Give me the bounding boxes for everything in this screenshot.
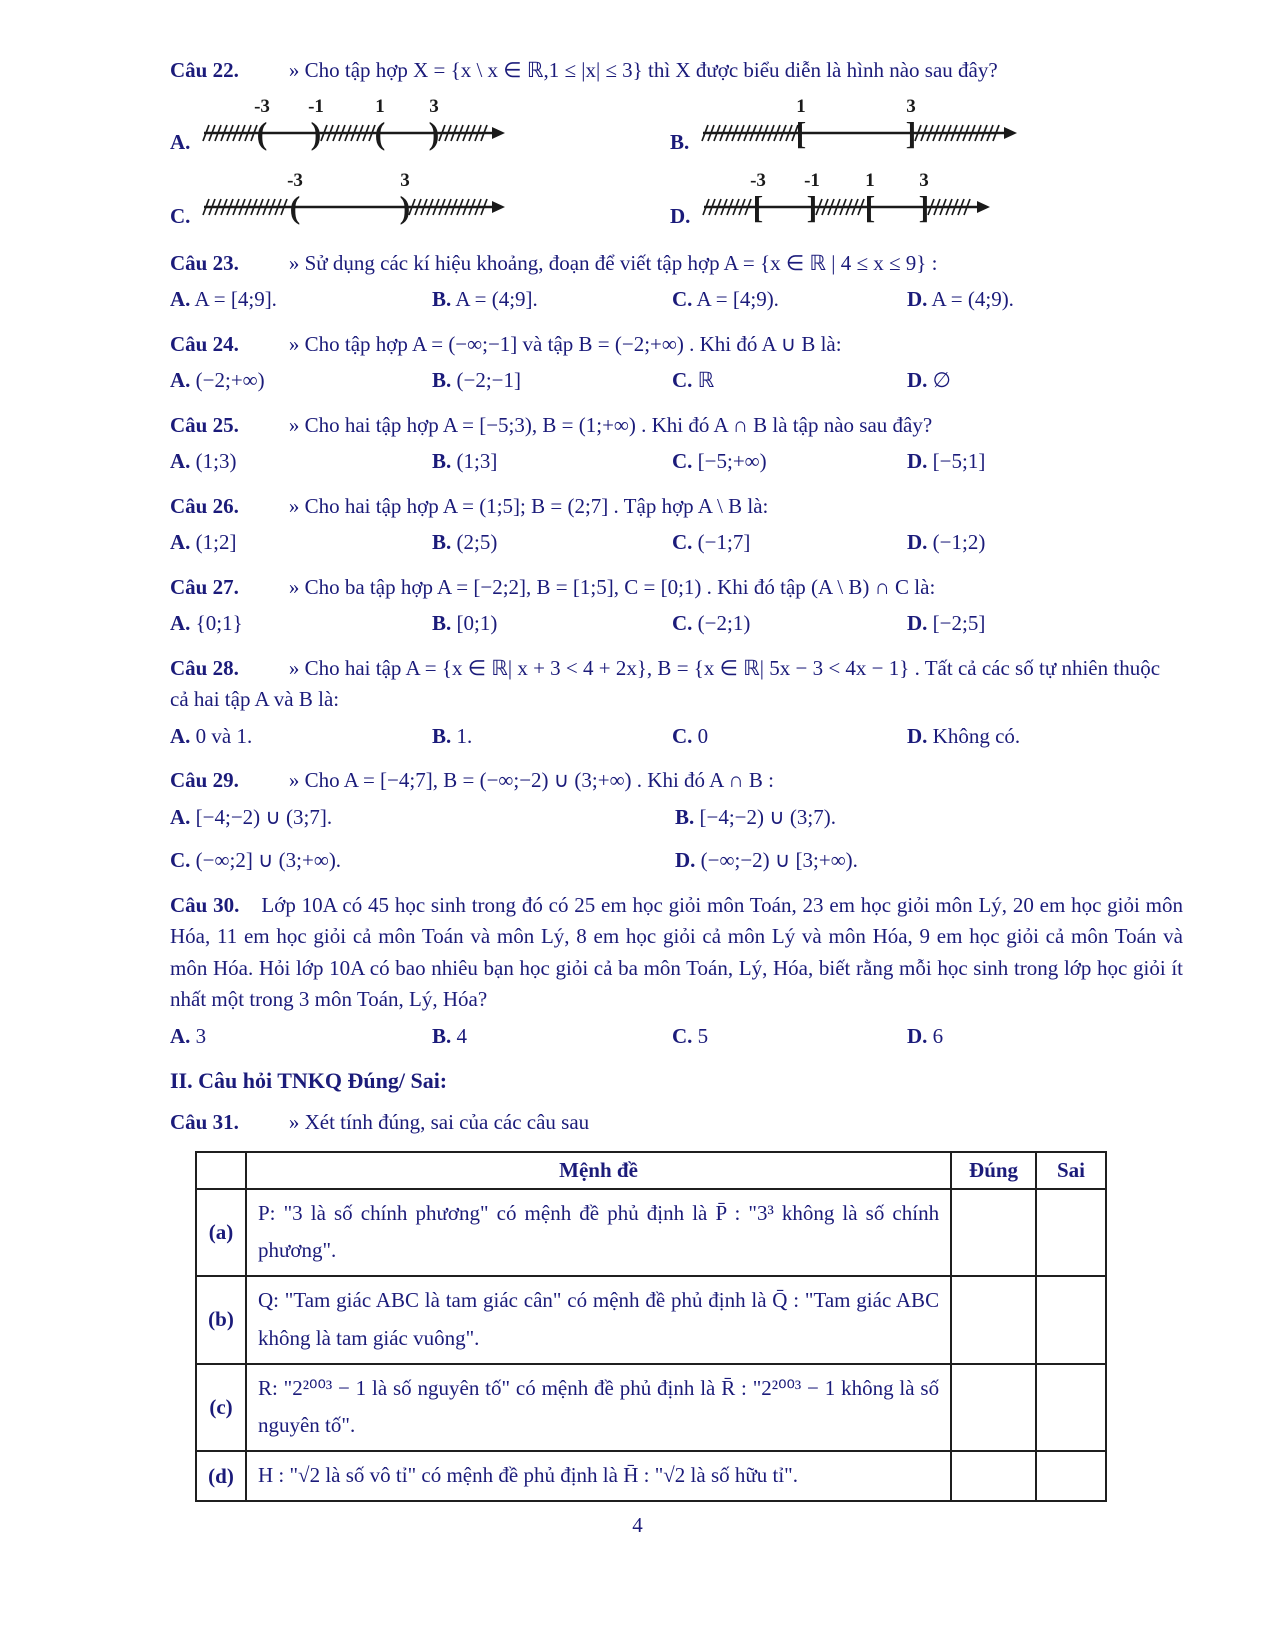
question-24-options — [170, 365, 1183, 397]
option-c-text: (−∞;2] ∪ (3;+∞). — [195, 848, 342, 872]
header-true: Đúng — [951, 1152, 1036, 1189]
row-d-statement: H : "√2 là số vô tỉ" có mệnh đề phủ định là H̄ : "√2 là số hữu tỉ". — [246, 1451, 951, 1501]
figure-row-cd — [170, 167, 1183, 235]
question-28-label: Câu 28. — [170, 655, 239, 680]
question-29-label: Câu 29. — [170, 768, 239, 792]
row-d-true-cell — [951, 1451, 1036, 1501]
option-a-text: A = [4;9]. — [194, 287, 277, 311]
svg-text:[: [ — [795, 114, 807, 151]
option-b-key: B. — [432, 287, 452, 311]
question-23 — [170, 248, 1183, 280]
question-27 — [170, 572, 1183, 604]
option-b-key: B. — [432, 449, 452, 473]
option-d-key: D. — [907, 449, 928, 473]
option-b-text: (1;3] — [456, 449, 498, 473]
svg-text:-1: -1 — [308, 95, 325, 117]
option-c-key: C. — [672, 449, 693, 473]
row-c-false-cell — [1036, 1364, 1106, 1452]
option-d-text: [−5;1] — [932, 449, 986, 473]
option-d — [907, 608, 1183, 640]
figure-b — [670, 93, 1019, 161]
option-c — [672, 527, 907, 559]
row-b-false-cell — [1036, 1276, 1106, 1364]
figure-d-key: D. — [670, 203, 691, 228]
question-31 — [170, 1107, 1183, 1139]
question-22-label: Câu 22. — [170, 58, 239, 82]
option-a-key: A. — [170, 723, 191, 748]
svg-text:[: [ — [865, 188, 876, 225]
row-c-true-cell — [951, 1364, 1036, 1452]
question-28 — [170, 653, 1183, 716]
option-d-key: D. — [907, 368, 928, 392]
question-29-text: » Cho A = [−4;7], B = (−∞;−2) ∪ (3;+∞) . Khi đó A ∩ B : — [288, 768, 774, 792]
option-b-text: [−4;−2) ∪ (3;7). — [699, 804, 836, 829]
option-b — [432, 284, 672, 316]
option-d — [907, 284, 1183, 316]
option-b-text: (2;5) — [456, 530, 498, 554]
option-a — [170, 802, 675, 834]
question-31-text: » Xét tính đúng, sai của các câu sau — [288, 1110, 590, 1134]
option-c-text: 5 — [697, 1023, 709, 1048]
number-line-a — [202, 93, 507, 161]
section-2-heading: II. Câu hỏi TNKQ Đúng/ Sai: — [170, 1068, 448, 1093]
option-a — [170, 721, 432, 753]
option-b-key: B. — [432, 1023, 452, 1048]
option-c-text: ℝ — [697, 368, 715, 392]
option-d-text: (−∞;−2) ∪ [3;+∞). — [700, 848, 858, 872]
svg-text:3: 3 — [919, 169, 930, 191]
question-29-options-row-1 — [170, 802, 1183, 834]
option-b — [432, 608, 672, 640]
option-d-key: D. — [907, 611, 928, 635]
question-23-text: » Sử dụng các kí hiệu khoảng, đoạn để viết tập hợp A = {x ∈ ℝ | 4 ≤ x ≤ 9} : — [288, 250, 938, 275]
question-31-label: Câu 31. — [170, 1110, 239, 1134]
row-a-false-cell — [1036, 1189, 1106, 1277]
option-b-key: B. — [432, 723, 452, 748]
option-d — [907, 1021, 1183, 1053]
question-28-text: » Cho hai tập A = {x ∈ ℝ| x + 3 < 4 + 2x}, B = {x ∈ ℝ| 5x − 3 < 4x − 1} . Tất cả các số tự nhiên thuộc cả hai tập A và B là: — [170, 655, 1161, 711]
option-b — [675, 802, 1180, 834]
row-d-letter: (d) — [196, 1451, 246, 1501]
option-b — [432, 527, 672, 559]
question-22 — [170, 55, 1183, 87]
figure-c-key: C. — [170, 203, 191, 228]
svg-text:(: ( — [375, 114, 386, 151]
number-line-svg — [701, 93, 1019, 155]
option-d-text: 6 — [932, 1023, 944, 1048]
option-c — [672, 721, 907, 753]
row-b-letter: (b) — [196, 1276, 246, 1364]
row-a-true-cell — [951, 1189, 1036, 1277]
svg-text:3: 3 — [400, 169, 411, 191]
number-line-svg — [202, 93, 507, 155]
question-27-text: » Cho ba tập hợp A = [−2;2], B = [1;5], C = [0;1) . Khi đó tập (A \ B) ∩ C là: — [288, 574, 936, 599]
option-d-key: D. — [675, 848, 696, 872]
number-line-d — [702, 167, 992, 235]
number-line-svg — [702, 167, 992, 229]
svg-text:(: ( — [290, 188, 301, 225]
figure-c — [170, 167, 670, 235]
option-b-key: B. — [432, 530, 452, 554]
svg-text:[: [ — [753, 188, 764, 225]
option-a — [170, 284, 432, 316]
question-26 — [170, 491, 1183, 523]
svg-text:]: ] — [919, 188, 930, 225]
option-b-text: 4 — [456, 1023, 468, 1048]
row-c-statement: R: "2²⁰⁰³ − 1 là số nguyên tố" có mệnh đề phủ định là R̄ : "2²⁰⁰³ − 1 không là số nguyên tố". — [246, 1364, 951, 1452]
svg-text:]: ] — [807, 188, 818, 225]
question-24 — [170, 329, 1183, 361]
option-a-text: (1;2] — [195, 530, 237, 554]
question-23-label: Câu 23. — [170, 250, 239, 275]
option-d — [907, 527, 1183, 559]
option-a — [170, 608, 432, 640]
option-a-key: A. — [170, 611, 191, 635]
option-a — [170, 446, 432, 478]
table-header-row — [196, 1152, 1106, 1189]
question-29-options-row-2 — [170, 845, 1183, 877]
option-a — [170, 365, 432, 397]
option-c — [672, 284, 907, 316]
option-c-key: C. — [170, 848, 191, 872]
question-23-options — [170, 284, 1183, 316]
question-26-label: Câu 26. — [170, 493, 239, 518]
option-c — [672, 446, 907, 478]
option-c — [170, 845, 675, 877]
question-25-label: Câu 25. — [170, 412, 239, 437]
svg-text:1: 1 — [865, 169, 876, 191]
svg-text:): ) — [311, 114, 322, 151]
number-line-svg — [202, 167, 507, 229]
question-30-label: Câu 30. — [170, 892, 240, 917]
row-b-statement: Q: "Tam giác ABC là tam giác cân" có mệnh đề phủ định là Q̄ : "Tam giác ABC không là tam giác vuông". — [246, 1276, 951, 1364]
option-b-text: [0;1) — [456, 611, 498, 635]
option-b-text: 1. — [456, 723, 473, 748]
table-row-a — [196, 1189, 1106, 1277]
option-c-key: C. — [672, 723, 693, 748]
question-26-text: » Cho hai tập hợp A = (1;5]; B = (2;7] . Tập hợp A \ B là: — [288, 493, 769, 518]
figure-a-key: A. — [170, 129, 191, 154]
svg-text:1: 1 — [796, 95, 807, 117]
svg-text:3: 3 — [429, 95, 440, 117]
row-d-false-cell — [1036, 1451, 1106, 1501]
svg-text:(: ( — [257, 114, 268, 151]
option-a — [170, 1021, 432, 1053]
row-c-letter: (c) — [196, 1364, 246, 1452]
option-d-text: (−1;2) — [932, 530, 986, 554]
question-30-text: Lớp 10A có 45 học sinh trong đó có 25 em học giỏi môn Toán, 23 em học giỏi môn Lý, 20 em học giỏi môn Hóa, 11 em học giỏi cả môn Toán và môn Lý, 8 em học giỏi cả môn Lý và môn Hóa, 9 em học giỏi cả môn Toán và môn Hóa. Hỏi lớp 10A có bao nhiêu bạn học giỏi cả ba môn Toán, Lý, Hóa, biết rằng mỗi học sinh trong lớp học giỏi ít nhất một trong 3 môn Toán, Lý, Hóa? — [170, 892, 1183, 1011]
number-line-c — [202, 167, 507, 235]
header-empty-cell — [196, 1152, 246, 1189]
option-a-text: (−2;+∞) — [195, 368, 265, 392]
svg-text:3: 3 — [906, 95, 917, 117]
svg-text:-3: -3 — [254, 95, 271, 117]
figure-b-key: B. — [670, 129, 690, 154]
option-b — [432, 446, 672, 478]
figure-row-ab — [170, 93, 1183, 161]
question-27-label: Câu 27. — [170, 574, 239, 599]
option-a — [170, 527, 432, 559]
svg-text:-1: -1 — [804, 169, 821, 191]
question-26-options — [170, 527, 1183, 559]
option-b-text: A = (4;9]. — [455, 287, 538, 311]
option-c — [672, 608, 907, 640]
question-25-text: » Cho hai tập hợp A = [−5;3), B = (1;+∞) . Khi đó A ∩ B là tập nào sau đây? — [288, 412, 933, 437]
row-b-true-cell — [951, 1276, 1036, 1364]
option-a-text: (1;3) — [195, 449, 237, 473]
figure-d — [670, 167, 992, 235]
option-a-text: 0 và 1. — [195, 723, 253, 748]
question-22-text: » Cho tập hợp X = {x \ x ∈ ℝ,1 ≤ |x| ≤ 3} thì X được biểu diễn là hình nào sau đây? — [288, 58, 998, 82]
option-c-key: C. — [672, 611, 693, 635]
option-b — [432, 721, 672, 753]
option-b-text: (−2;−1] — [456, 368, 522, 392]
table-row-d — [196, 1451, 1106, 1501]
option-d — [907, 446, 1183, 478]
option-b — [432, 1021, 672, 1053]
true-false-table — [195, 1151, 1107, 1503]
svg-text:-3: -3 — [750, 169, 767, 191]
option-d-text: A = (4;9). — [931, 287, 1014, 311]
option-a-text: 3 — [195, 1023, 207, 1048]
option-d-text: ∅ — [932, 368, 951, 392]
option-a-key: A. — [170, 287, 191, 311]
option-c-text: (−1;7] — [697, 530, 751, 554]
header-statement: Mệnh đề — [246, 1152, 951, 1189]
question-29 — [170, 765, 1183, 797]
option-d-key: D. — [907, 287, 928, 311]
option-a-key: A. — [170, 530, 191, 554]
table-row-b — [196, 1276, 1106, 1364]
number-line-b — [701, 93, 1019, 161]
row-a-statement: P: "3 là số chính phương" có mệnh đề phủ định là P̄ : "3³ không là số chính phương". — [246, 1189, 951, 1277]
option-c-key: C. — [672, 287, 693, 311]
svg-text:-3: -3 — [287, 169, 304, 191]
option-d-text: Không có. — [932, 723, 1021, 748]
row-a-letter: (a) — [196, 1189, 246, 1277]
option-d — [907, 365, 1183, 397]
option-b — [432, 365, 672, 397]
svg-text:1: 1 — [375, 95, 386, 117]
option-b-key: B. — [432, 611, 452, 635]
question-30 — [170, 890, 1183, 1016]
question-30-options — [170, 1021, 1183, 1053]
option-c-text: [−5;+∞) — [697, 449, 767, 473]
option-c-key: C. — [672, 530, 693, 554]
table-row-c — [196, 1364, 1106, 1452]
option-d — [907, 721, 1183, 753]
option-c-text: (−2;1) — [697, 611, 751, 635]
option-d-text: [−2;5] — [932, 611, 986, 635]
option-c-text: 0 — [697, 723, 709, 748]
option-a-key: A. — [170, 1023, 191, 1048]
option-c-key: C. — [672, 1023, 693, 1048]
question-28-options — [170, 721, 1183, 753]
option-c-key: C. — [672, 368, 693, 392]
option-a-key: A. — [170, 368, 191, 392]
question-25 — [170, 410, 1183, 442]
svg-text:): ) — [429, 114, 440, 151]
header-false: Sai — [1036, 1152, 1106, 1189]
question-27-options — [170, 608, 1183, 640]
page-number: 4 — [632, 1513, 643, 1537]
option-d-key: D. — [907, 1023, 928, 1048]
option-b-key: B. — [675, 804, 695, 829]
option-a-key: A. — [170, 449, 191, 473]
question-24-text: » Cho tập hợp A = (−∞;−1] và tập B = (−2;+∞) . Khi đó A ∪ B là: — [288, 331, 842, 356]
option-d-key: D. — [907, 530, 928, 554]
option-c-text: A = [4;9). — [696, 287, 779, 311]
option-a-text: [−4;−2) ∪ (3;7]. — [195, 804, 333, 829]
svg-text:]: ] — [905, 114, 917, 151]
option-c — [672, 1021, 907, 1053]
option-d-key: D. — [907, 723, 928, 748]
option-d — [675, 845, 1180, 877]
option-a-key: A. — [170, 804, 191, 829]
figure-a — [170, 93, 670, 161]
question-24-label: Câu 24. — [170, 331, 239, 356]
svg-text:): ) — [400, 188, 411, 225]
option-a-text: {0;1} — [195, 611, 243, 635]
option-c — [672, 365, 907, 397]
question-25-options — [170, 446, 1183, 478]
option-b-key: B. — [432, 368, 452, 392]
